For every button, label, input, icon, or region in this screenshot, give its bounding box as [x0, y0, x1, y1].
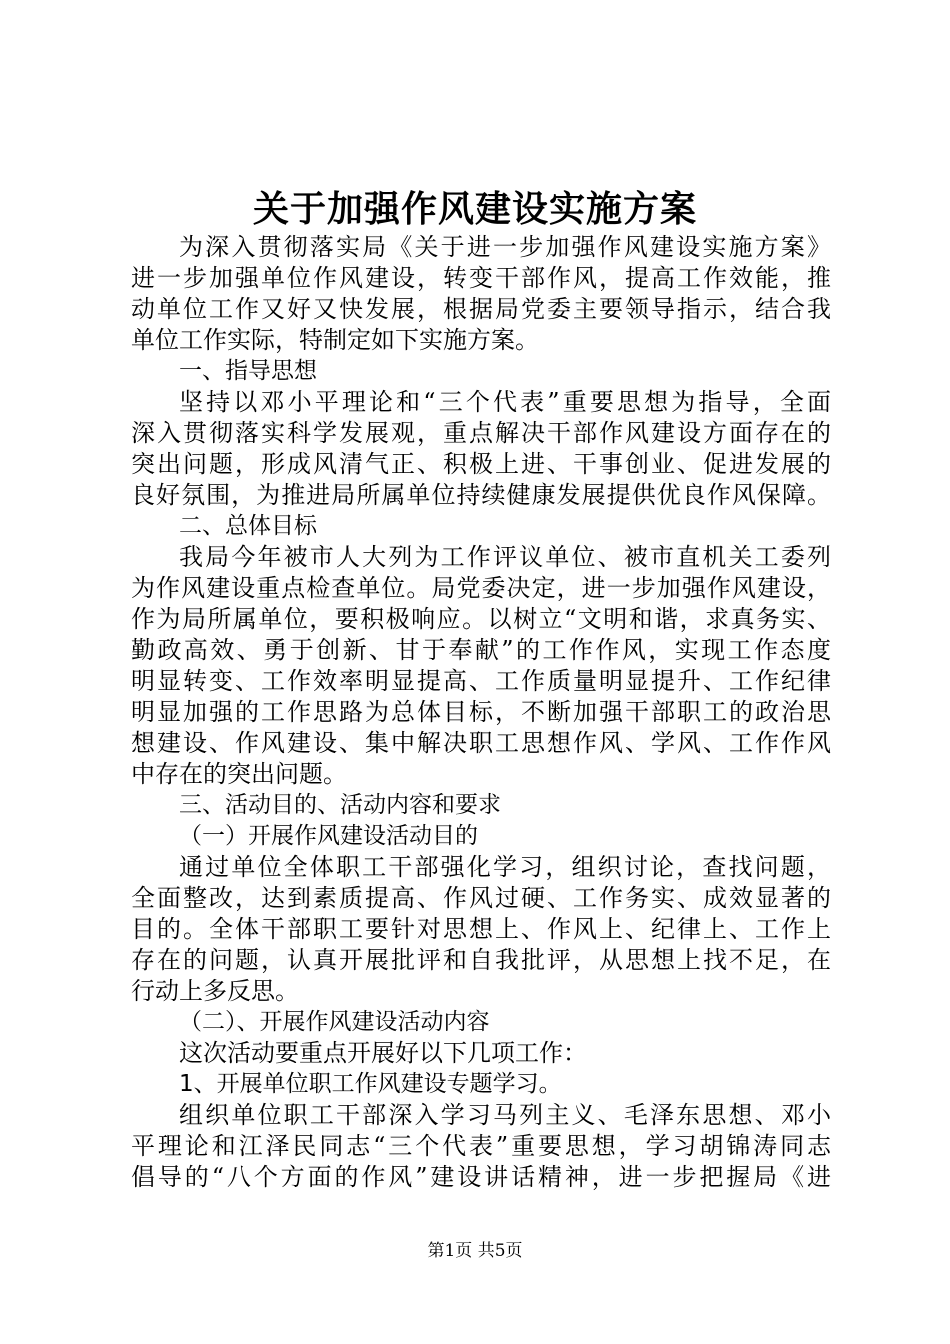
section-heading: 一、指导思想 — [179, 358, 317, 384]
document-body — [131, 232, 831, 1193]
section-heading: （二）、开展作风建设活动内容 — [179, 1009, 490, 1035]
paragraph-line: 全面整改，达到素质提高、作风过硬、工作务实、成效显著的 — [131, 884, 831, 912]
paragraph-line: 作为局所属单位，要积极响应。以树立“文明和谐，求真务实、 — [131, 605, 831, 633]
document-title: 关于加强作风建设实施方案 — [252, 189, 697, 230]
paragraph-line: 为作风建设重点检查单位。局党委决定，进一步加强作风建设， — [131, 574, 831, 602]
paragraph-line: 深入贯彻落实科学发展观，重点解决干部作风建设方面存在的 — [131, 419, 831, 447]
paragraph-line: 进一步加强单位作风建设，转变干部作风，提高工作效能，推 — [131, 264, 831, 292]
section-heading: 二、总体目标 — [179, 513, 317, 539]
paragraph-line: 勤政高效、勇于创新、甘于奉献”的工作作风，实现工作态度 — [131, 636, 831, 664]
paragraph-line: 想建设、作风建设、集中解决职工思想作风、学风、工作作风 — [131, 729, 831, 757]
section-heading: 三、活动目的、活动内容和要求 — [179, 792, 501, 818]
paragraph-line: 坚持以邓小平理论和“三个代表”重要思想为指导，全面 — [179, 388, 831, 416]
paragraph-line: 明显转变、工作效率明显提高、工作质量明显提升、工作纪律 — [131, 667, 831, 695]
paragraph-line: 突出问题，形成风清气正、积极上进、干事创业、促进发展的 — [131, 450, 831, 478]
paragraph-line: 明显加强的工作思路为总体目标，不断加强干部职工的政治思 — [131, 698, 831, 726]
paragraph-line: 组织单位职工干部深入学习马列主义、毛泽东思想、邓小 — [179, 1101, 831, 1129]
page-number-footer: 第1页 共5页 — [427, 1241, 523, 1261]
paragraph-line: 为深入贯彻落实局《关于进一步加强作风建设实施方案》 — [179, 233, 831, 261]
paragraph-line: 目的。全体干部职工要针对思想上、作风上、纪律上、工作上 — [131, 915, 831, 943]
paragraph-line: 我局今年被市人大列为工作评议单位、被市直机关工委列 — [179, 543, 831, 571]
section-heading: （一）开展作风建设活动目的 — [179, 823, 478, 849]
section-heading: 1、开展单位职工作风建设专题学习。 — [179, 1071, 562, 1097]
paragraph-line: 这次活动要重点开展好以下几项工作： — [179, 1039, 587, 1067]
paragraph-line: 动单位工作又好又快发展，根据局党委主要领导指示，结合我 — [131, 295, 831, 323]
paragraph-line: 行动上多反思。 — [131, 977, 299, 1005]
paragraph-line: 存在的问题，认真开展批评和自我批评，从思想上找不足，在 — [131, 946, 831, 974]
paragraph-line: 中存在的突出问题。 — [131, 760, 347, 788]
paragraph-line: 倡导的“八个方面的作风”建设讲话精神，进一步把握局《进 — [131, 1163, 831, 1191]
paragraph-line: 良好氛围，为推进局所属单位持续健康发展提供优良作风保障。 — [131, 481, 831, 509]
paragraph-line: 通过单位全体职工干部强化学习，组织讨论，查找问题， — [179, 853, 831, 881]
paragraph-line: 单位工作实际，特制定如下实施方案。 — [131, 326, 539, 354]
paragraph-line: 平理论和江泽民同志“三个代表”重要思想，学习胡锦涛同志 — [131, 1132, 831, 1160]
